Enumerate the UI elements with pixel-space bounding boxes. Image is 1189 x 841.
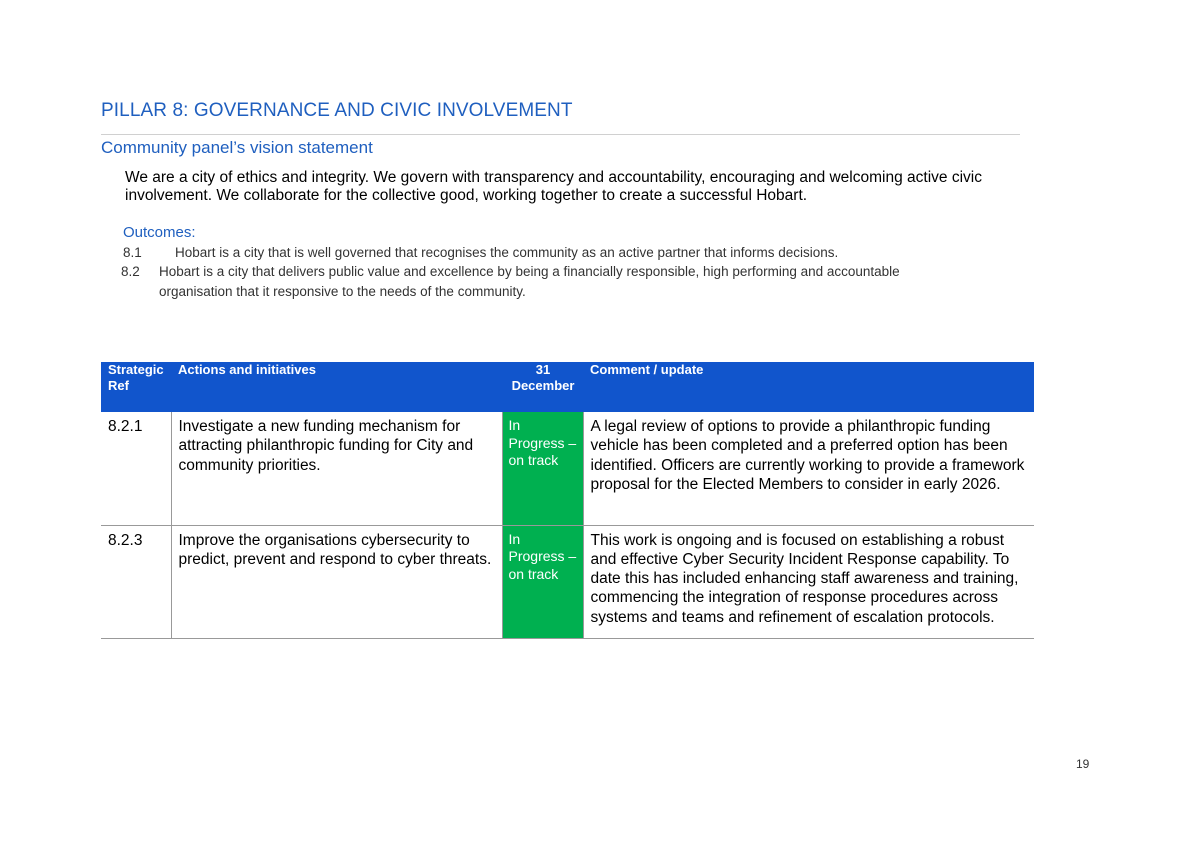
vision-heading: Community panel’s vision statement xyxy=(101,138,373,157)
header-actions: Actions and initiatives xyxy=(171,362,502,412)
cell-action: Investigate a new funding mechanism for attracting philanthropic funding for City and community priorities. xyxy=(171,412,502,525)
table-row xyxy=(101,412,1034,525)
header-date: 31 December xyxy=(502,362,583,412)
actions-table xyxy=(101,362,1034,639)
table-row xyxy=(101,525,1034,638)
cell-ref: 8.2.3 xyxy=(101,525,171,638)
header-strategic-ref: Strategic Ref xyxy=(101,362,171,412)
cell-status: In Progress – on track xyxy=(502,525,583,638)
outcome-text: Hobart is a city that delivers public value and excellence by being a financially responsible, high performing and accountable organisation that it responsive to the needs of the community. xyxy=(159,264,900,299)
outcome-number: 8.1 xyxy=(123,245,142,260)
title-divider xyxy=(101,134,1020,135)
outcome-text: Hobart is a city that is well governed that recognises the community as an active partner that informs decisions. xyxy=(175,245,839,260)
cell-action: Improve the organisations cybersecurity to predict, prevent and respond to cyber threats. xyxy=(171,525,502,638)
cell-status: In Progress – on track xyxy=(502,412,583,525)
outcomes-heading: Outcomes: xyxy=(123,224,196,241)
pillar-title: PILLAR 8: GOVERNANCE AND CIVIC INVOLVEMENT xyxy=(101,100,573,121)
cell-comment: A legal review of options to provide a philanthropic funding vehicle has been completed and a preferred option has been identified. Officers are currently working to provide a framework proposal for the Elected Members to consider in early 2026. xyxy=(583,412,1034,525)
cell-ref: 8.2.1 xyxy=(101,412,171,525)
header-comment: Comment / update xyxy=(583,362,1034,412)
outcome-number: 8.2 xyxy=(121,264,140,279)
cell-comment: This work is ongoing and is focused on establishing a robust and effective Cyber Security Incident Response capability. To date this has included enhancing staff awareness and training, commencing the integration of response procedures across systems and teams and refinement of escalation protocols. xyxy=(583,525,1034,638)
vision-statement: We are a city of ethics and integrity. We govern with transparency and accountability, encouraging and welcoming active civic involvement. We collaborate for the collective good, working together to create a successful Hobart. xyxy=(125,169,982,204)
table-header-row xyxy=(101,362,1034,412)
page-number: 19 xyxy=(1076,757,1090,771)
